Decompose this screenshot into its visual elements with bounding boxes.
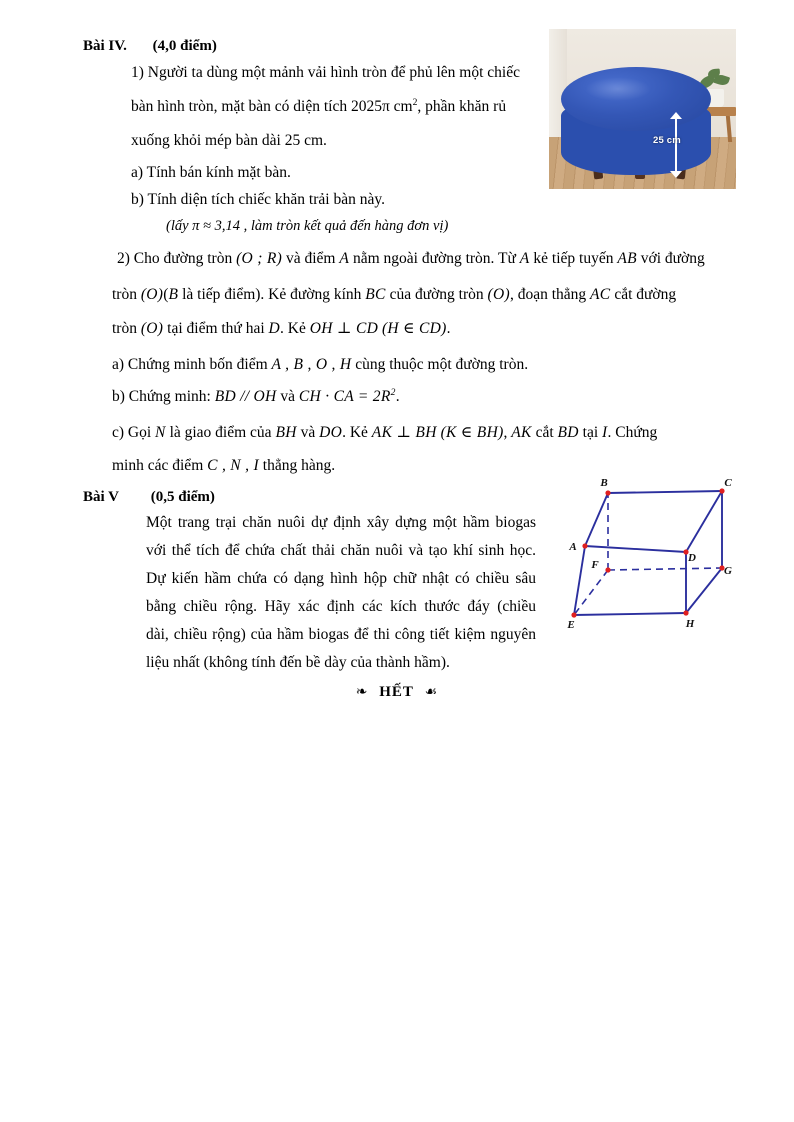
q2-points-ABOH: A , B , O , H xyxy=(271,356,352,373)
q2-point-I: I xyxy=(602,424,608,441)
box-vertex-label-B: B xyxy=(600,477,608,489)
q2-line-1 xyxy=(117,251,705,267)
q2-diameter-BC: BC xyxy=(365,286,386,303)
box-vertex-A xyxy=(582,543,587,548)
exercise5-line-6 xyxy=(146,655,450,671)
q2-part-c-a: c) Gọi xyxy=(112,424,152,441)
box-edge-HG xyxy=(686,568,722,613)
box-vertex-B xyxy=(605,490,610,495)
q2-part-a-b: cùng thuộc một đường tròn. xyxy=(355,356,529,373)
q2-line-2 xyxy=(112,287,676,303)
q2-segment-DO: DO xyxy=(319,424,343,441)
q2-l1-d: kẻ tiếp tuyến xyxy=(533,250,614,267)
q2-l1-b: và điểm xyxy=(285,250,336,267)
round-table-photo xyxy=(549,29,736,189)
box-edge-EH xyxy=(574,613,686,615)
box-vertex-label-A: A xyxy=(569,541,577,553)
q2-part-c-b: là giao điểm của xyxy=(169,424,272,441)
q1-area-exponent: 2 xyxy=(412,96,418,108)
q1-line-3-text-a: xuống khỏi mép bàn dài xyxy=(131,132,281,149)
q1-line-2-text-a: bàn hình tròn, mặt bàn có diện tích xyxy=(131,98,348,115)
q1-line-1 xyxy=(131,65,520,81)
q2-segment-AK: AK xyxy=(511,424,532,441)
q2-point-B: B xyxy=(168,286,179,303)
q2-perp-OH-CD: OH ⊥ CD xyxy=(309,320,379,337)
dimension-arrow-down-icon xyxy=(670,171,682,178)
flourish-left-icon: ❧ xyxy=(355,685,369,700)
q2-part-c-line-1 xyxy=(112,425,657,441)
q2-part-c-c: và xyxy=(300,424,316,441)
q2-circle-OR: (O ; R) xyxy=(236,250,283,267)
q2-part-c-line-2 xyxy=(112,458,335,474)
q2-part-c-f: cắt xyxy=(535,424,554,441)
box-vertex-label-F: F xyxy=(591,559,599,571)
q1-part-b xyxy=(131,192,385,208)
q1-line-3 xyxy=(131,133,327,149)
q2-part-b-c: . xyxy=(395,388,400,405)
q1-line-2-text-b: , phần khăn rủ xyxy=(417,98,507,115)
q2-line-3 xyxy=(112,321,451,337)
q2-circle-O3: (O) xyxy=(140,320,164,337)
exercise5-line-2-text: với thể tích để chứa chất thải chăn nuôi và tạo khí sinh học. xyxy=(146,542,536,559)
q2-parallel-BD-OH: BD // OH xyxy=(214,388,277,405)
q2-part-c-d: . Kẻ xyxy=(342,424,368,441)
q2-segment-AB: AB xyxy=(617,250,637,267)
exercise5-line-1 xyxy=(146,515,536,531)
q1-drop-value: 25 cm xyxy=(284,132,323,149)
flourish-right-icon: ☙ xyxy=(424,685,439,700)
q2-l1-c: nằm ngoài đường tròn. Từ xyxy=(352,250,516,267)
q2-l1-a: 2) Cho đường tròn xyxy=(117,250,233,267)
box-vertex-H xyxy=(683,610,688,615)
q2-l3-c: . Kẻ xyxy=(280,320,306,337)
photo-dimension-label: 25 cm xyxy=(653,135,681,146)
q2-l1-e: với đường xyxy=(640,250,705,267)
q2-circle-O: (O) xyxy=(140,286,164,303)
box-vertex-E xyxy=(571,612,576,617)
end-of-paper-marker xyxy=(0,684,794,701)
q2-l3-a: tròn xyxy=(112,320,137,337)
q2-perp-AK-BH: AK ⊥ BH xyxy=(371,424,437,441)
q2-point-N: N xyxy=(155,424,166,441)
exercise5-line-5 xyxy=(146,627,536,643)
box-vertex-F xyxy=(605,567,610,572)
box-edge-CD xyxy=(686,491,722,552)
q2-part-a xyxy=(112,357,528,373)
exercise5-line-6-text: liệu nhất (không tính đến bề dày của thành hầm). xyxy=(146,654,450,671)
q2-point-D: D xyxy=(268,320,281,337)
q2-part-c2-a: minh các điểm xyxy=(112,457,204,474)
q2-point-A2: A xyxy=(519,250,530,267)
box-edge-AB xyxy=(585,493,608,546)
q2-part-b-b: và xyxy=(280,388,296,405)
q1-rounding-note-text: (lấy π ≈ 3,14 , làm tròn kết quả đến hàng đơn vị) xyxy=(166,218,449,234)
box-edge-AE xyxy=(574,546,585,615)
q1-part-a xyxy=(131,165,291,181)
box-vertex-label-E: E xyxy=(567,619,575,631)
q2-circle-O2: (O) xyxy=(487,286,510,303)
q2-l2-e: , đoạn thẳng xyxy=(509,286,587,303)
end-of-paper-text: HẾT xyxy=(379,684,414,700)
exercise5-label: Bài V xyxy=(83,489,119,505)
exercise5-line-2 xyxy=(146,543,536,559)
exercise4-points: (4,0 điểm) xyxy=(152,38,217,54)
q2-point-A: A xyxy=(339,250,350,267)
box-edge-BC xyxy=(608,491,722,493)
q1-part-a-text: a) Tính bán kính mặt bàn. xyxy=(131,164,291,181)
q2-part-c-g: tại xyxy=(582,424,599,441)
q2-R-exponent: 2 xyxy=(390,386,396,398)
q2-segment-BD: BD xyxy=(557,424,579,441)
box-vertex-label-D: D xyxy=(688,552,696,564)
exercise4-heading xyxy=(83,38,217,55)
exercise5-heading xyxy=(83,489,215,506)
q2-segment-BH: BH xyxy=(275,424,297,441)
exercise5-line-3 xyxy=(146,571,536,587)
exercise5-points: (0,5 điểm) xyxy=(150,489,215,505)
q2-l2-c: là tiếp điểm). Kẻ đường kính xyxy=(182,286,362,303)
q2-K-on-BH: (K ∈ BH) xyxy=(440,424,504,441)
q2-l2-b: ( xyxy=(163,286,169,303)
q1-line-2 xyxy=(131,96,507,115)
box-diagram-svg xyxy=(560,476,755,641)
box-edge-FG xyxy=(608,568,722,570)
q2-l2-a: tròn xyxy=(112,286,137,303)
q2-l2-f: cắt đường xyxy=(614,286,677,303)
q1-area-value: 2025π cm xyxy=(350,98,413,115)
box-vertex-C xyxy=(719,488,724,493)
photo-tablecloth-highlight xyxy=(585,77,651,101)
q1-line-1-text: 1) Người ta dùng một mảnh vải hình tròn để phủ lên một chiếc xyxy=(131,64,520,81)
box-vertex-label-G: G xyxy=(724,565,732,577)
q2-part-b xyxy=(112,386,400,405)
q1-line-3-text-b: . xyxy=(323,132,327,149)
exercise4-label: Bài IV. xyxy=(83,38,127,54)
exercise5-line-1-text: Một trang trại chăn nuôi dự định xây dựng một hầm biogas xyxy=(146,514,536,531)
exercise5-line-4-text: bằng chiều rộng. Hãy xác định các kích thước đáy (chiều xyxy=(146,598,536,615)
box-vertex-label-H: H xyxy=(685,618,695,630)
exercise5-line-3-text: Dự kiến hầm chứa có dạng hình hộp chữ nhật có chiều sâu xyxy=(146,570,536,587)
box-edge-DA xyxy=(585,546,686,552)
q2-segment-AC: AC xyxy=(590,286,611,303)
q2-points-CNI: C , N , I xyxy=(207,457,259,474)
box-vertex-label-C: C xyxy=(724,477,732,489)
q2-part-c-h: . Chứng xyxy=(607,424,658,441)
box-edge-FE xyxy=(574,570,608,615)
photo-tablecloth-hem xyxy=(561,149,711,177)
q2-H-on-CD: (H ∈ CD) xyxy=(381,320,447,337)
q2-l2-d: của đường tròn xyxy=(389,286,484,303)
rectangular-box-diagram xyxy=(560,476,755,641)
exercise5-line-5-text: dài, chiều rộng) của hầm biogas để thi công tiết kiệm nguyên xyxy=(146,626,536,643)
q2-part-c-e: , xyxy=(503,424,508,441)
q1-rounding-note xyxy=(166,219,448,234)
q2-part-a-a: a) Chứng minh bốn điểm xyxy=(112,356,268,373)
q1-part-b-text: b) Tính diện tích chiếc khăn trải bàn này. xyxy=(131,191,385,208)
q2-part-c2-b: thẳng hàng. xyxy=(262,457,336,474)
q2-part-b-a: b) Chứng minh: xyxy=(112,388,211,405)
exercise5-line-4 xyxy=(146,599,536,615)
q2-l3-b: tại điểm thứ hai xyxy=(167,320,265,337)
q2-l3-d: . xyxy=(446,320,451,337)
q2-relation-CH-CA: CH · CA = 2R xyxy=(298,388,391,405)
